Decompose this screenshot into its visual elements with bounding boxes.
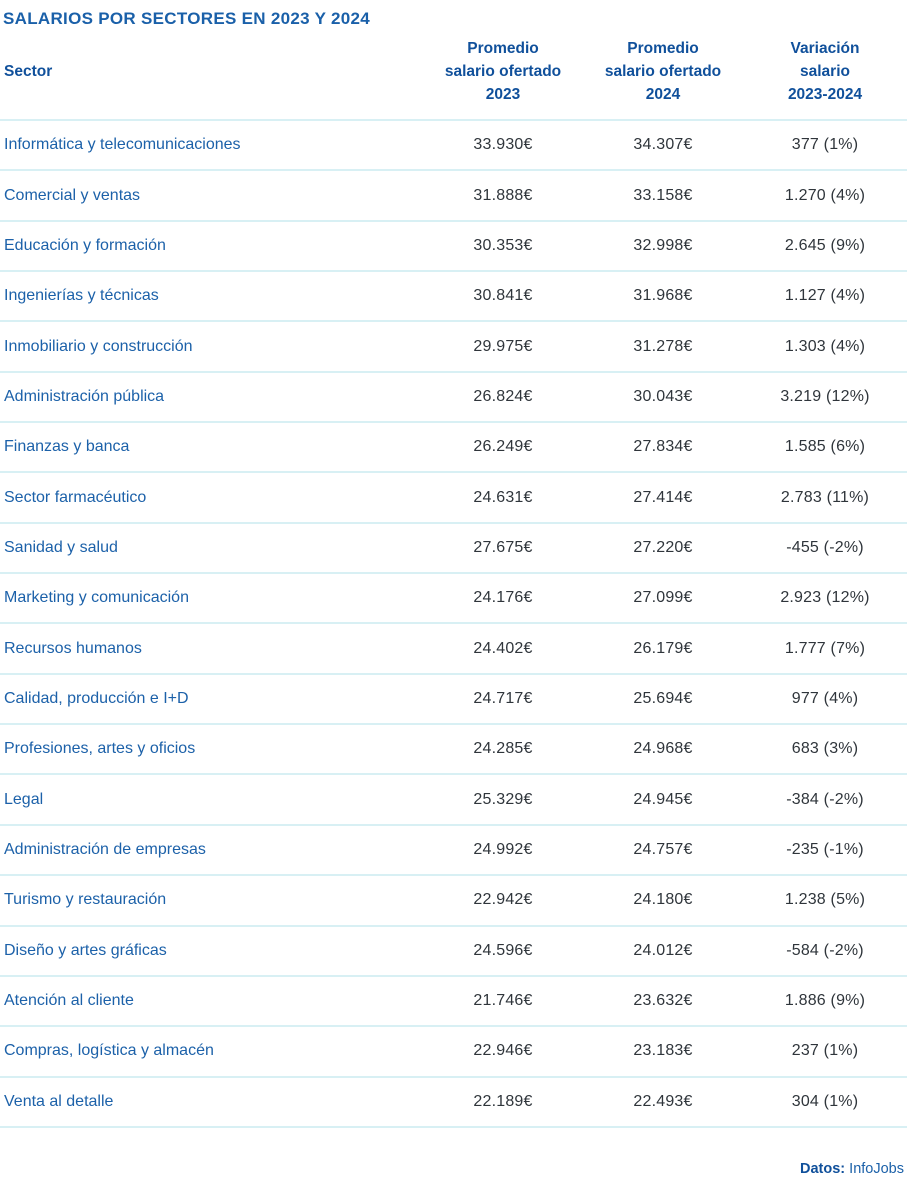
salary-2024-cell: 26.179€: [633, 639, 693, 657]
variation-cell: 1.886 (9%): [784, 992, 866, 1010]
sector-cell: Educación y formación: [4, 236, 166, 254]
table-row: [0, 524, 907, 574]
salary-2024-cell: 23.183€: [633, 1042, 693, 1060]
page-title: SALARIOS POR SECTORES EN 2023 Y 2024: [3, 9, 371, 29]
variation-cell: 977 (4%): [791, 689, 859, 707]
salary-2023-cell: 24.176€: [473, 589, 533, 607]
salary-2024-cell: 24.968€: [633, 740, 693, 758]
sector-cell: Finanzas y banca: [4, 438, 130, 456]
sector-cell: Comercial y ventas: [4, 186, 141, 204]
table-row: [0, 574, 907, 624]
table-row: [0, 624, 907, 674]
column-header-salary-2023: [423, 37, 583, 106]
table-row: [0, 1078, 907, 1128]
salary-2024-cell: 24.945€: [633, 790, 693, 808]
salary-2023-cell: 33.930€: [473, 136, 533, 154]
variation-cell: -235 (-1%): [786, 840, 864, 858]
variation-cell: 1.777 (7%): [784, 639, 866, 657]
sector-cell: Diseño y artes gráficas: [4, 941, 167, 959]
salary-2024-cell: 27.220€: [633, 538, 693, 556]
table-row: [0, 775, 907, 825]
salary-2024-cell: 27.099€: [633, 589, 693, 607]
salary-2023-cell: 22.946€: [473, 1042, 533, 1060]
salary-2023-cell: 27.675€: [473, 538, 533, 556]
salary-2024-cell: 24.012€: [633, 941, 693, 959]
salary-2023-cell: 22.942€: [473, 891, 533, 909]
salary-2024-cell: 33.158€: [633, 186, 693, 204]
table-row: [0, 473, 907, 523]
table-row: [0, 876, 907, 926]
salary-2023-cell: 25.329€: [473, 790, 533, 808]
header-line: salario: [800, 63, 850, 80]
table-row: [0, 927, 907, 977]
sector-cell: Administración de empresas: [4, 840, 206, 858]
data-source: [800, 1161, 904, 1177]
table-row: [0, 222, 907, 272]
table-row: [0, 171, 907, 221]
variation-cell: 377 (1%): [791, 136, 859, 154]
column-header-sector: Sector: [4, 63, 53, 80]
sector-cell: Sanidad y salud: [4, 538, 118, 556]
variation-cell: 1.127 (4%): [784, 287, 866, 305]
header-line: 2023: [485, 86, 521, 103]
salary-2024-cell: 27.834€: [633, 438, 693, 456]
header-line: 2023-2024: [787, 86, 863, 103]
source-value: InfoJobs: [849, 1161, 904, 1177]
table-row: [0, 373, 907, 423]
header-line: Variación: [790, 40, 860, 57]
salary-2023-cell: 26.249€: [473, 438, 533, 456]
variation-cell: 683 (3%): [791, 740, 859, 758]
sector-cell: Informática y telecomunicaciones: [4, 136, 241, 154]
salary-2024-cell: 32.998€: [633, 236, 693, 254]
salary-2024-cell: 31.278€: [633, 337, 693, 355]
table-row: [0, 423, 907, 473]
salary-2024-cell: 25.694€: [633, 689, 693, 707]
header-line: 2024: [645, 86, 681, 103]
variation-cell: 1.238 (5%): [784, 891, 866, 909]
table-row: [0, 826, 907, 876]
salary-2023-cell: 24.992€: [473, 840, 533, 858]
variation-cell: -384 (-2%): [786, 790, 864, 808]
sector-cell: Legal: [4, 790, 44, 808]
variation-cell: 1.303 (4%): [784, 337, 866, 355]
salary-2024-cell: 30.043€: [633, 387, 693, 405]
salary-2023-cell: 29.975€: [473, 337, 533, 355]
table-row: [0, 675, 907, 725]
salary-2024-cell: 31.968€: [633, 287, 693, 305]
sector-cell: Profesiones, artes y oficios: [4, 740, 196, 758]
source-label: Datos:: [800, 1161, 846, 1177]
table-row: [0, 1027, 907, 1077]
table-row: [0, 272, 907, 322]
table-row: [0, 725, 907, 775]
salary-2024-cell: 27.414€: [633, 488, 693, 506]
sector-cell: Recursos humanos: [4, 639, 142, 657]
salary-2023-cell: 24.402€: [473, 639, 533, 657]
salary-2023-cell: 21.746€: [473, 992, 533, 1010]
header-line: salario ofertado: [444, 63, 562, 80]
sector-cell: Turismo y restauración: [4, 891, 167, 909]
sector-cell: Atención al cliente: [4, 992, 134, 1010]
variation-cell: -455 (-2%): [786, 538, 864, 556]
sector-cell: Venta al detalle: [4, 1092, 114, 1110]
table-body: [0, 119, 907, 1128]
salary-2023-cell: 24.285€: [473, 740, 533, 758]
salary-2024-cell: 23.632€: [633, 992, 693, 1010]
header-line: Promedio: [627, 40, 699, 57]
table-header-row: [0, 20, 907, 119]
sector-cell: Compras, logística y almacén: [4, 1042, 214, 1060]
sector-cell: Marketing y comunicación: [4, 589, 189, 607]
salary-2023-cell: 30.353€: [473, 236, 533, 254]
variation-cell: 3.219 (12%): [780, 387, 870, 405]
variation-cell: 2.923 (12%): [780, 589, 870, 607]
sector-cell: Administración pública: [4, 387, 165, 405]
salary-2023-cell: 24.596€: [473, 941, 533, 959]
variation-cell: 304 (1%): [791, 1092, 859, 1110]
salary-table: [0, 20, 907, 1128]
variation-cell: 1.585 (6%): [784, 438, 866, 456]
salary-2024-cell: 34.307€: [633, 136, 693, 154]
sector-cell: Inmobiliario y construcción: [4, 337, 193, 355]
table-row: [0, 121, 907, 171]
variation-cell: 2.645 (9%): [784, 236, 866, 254]
column-header-salary-2024: [583, 37, 743, 106]
salary-2023-cell: 31.888€: [473, 186, 533, 204]
salary-2023-cell: 22.189€: [473, 1092, 533, 1110]
salary-2023-cell: 24.631€: [473, 488, 533, 506]
header-line: salario ofertado: [604, 63, 722, 80]
column-header-variation: [743, 37, 907, 106]
variation-cell: 1.270 (4%): [784, 186, 866, 204]
variation-cell: 2.783 (11%): [780, 488, 870, 506]
variation-cell: 237 (1%): [791, 1042, 859, 1060]
salary-2024-cell: 22.493€: [633, 1092, 693, 1110]
variation-cell: -584 (-2%): [786, 941, 864, 959]
header-line: Promedio: [467, 40, 539, 57]
salary-2023-cell: 30.841€: [473, 287, 533, 305]
sector-cell: Calidad, producción e I+D: [4, 689, 189, 707]
table-row: [0, 977, 907, 1027]
salary-2024-cell: 24.180€: [633, 891, 693, 909]
salary-2023-cell: 24.717€: [473, 689, 533, 707]
sector-cell: Sector farmacéutico: [4, 488, 147, 506]
sector-cell: Ingenierías y técnicas: [4, 287, 159, 305]
salary-2023-cell: 26.824€: [473, 387, 533, 405]
table-row: [0, 322, 907, 372]
salary-2024-cell: 24.757€: [633, 840, 693, 858]
